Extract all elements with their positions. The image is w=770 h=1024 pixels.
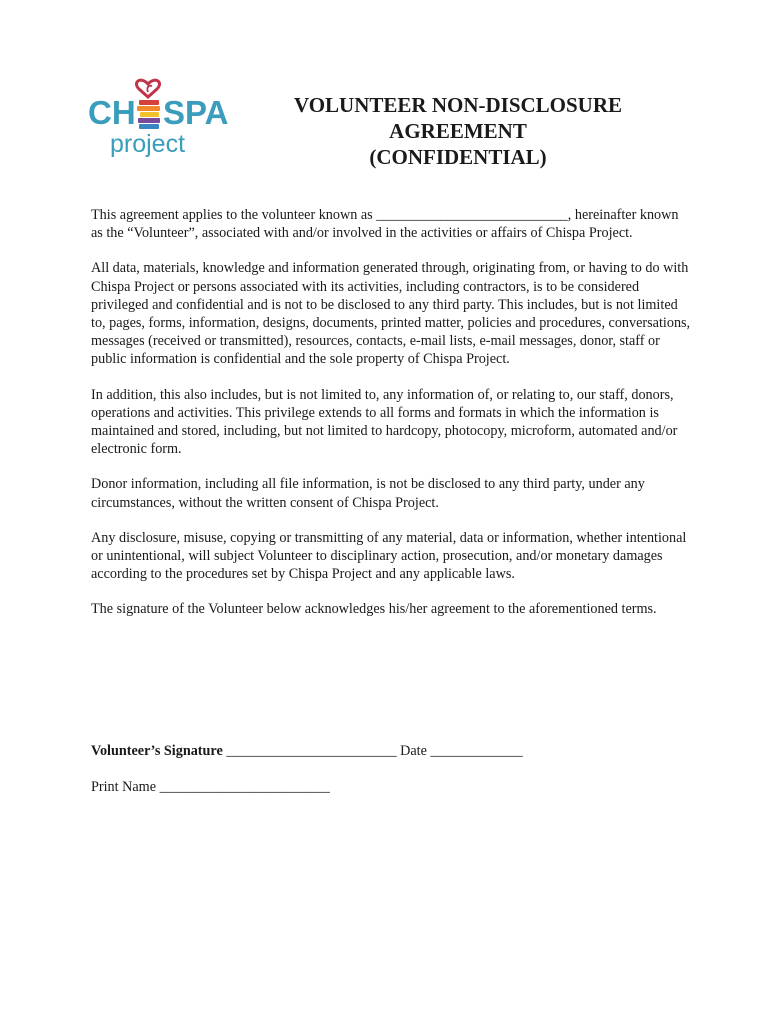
title-line-2: AGREEMENT: [389, 119, 527, 143]
signature-label: Volunteer’s Signature: [91, 743, 223, 759]
paragraph-intro: This agreement applies to the volunteer known as ___________________________, hereinafter known as the “Volunteer”, associated with and/or involved in the activities or affairs of Chispa Project.: [91, 207, 679, 242]
title-line-1: VOLUNTEER NON-DISCLOSURE: [293, 93, 623, 117]
paragraph-disclosure-penalties: Any disclosure, misuse, copying or transmitting of any material, data or information, whether intentional or unintentional, will subject Volunteer to disciplinary action, prosecution, and/or monetary damages according to the procedures set by Chispa Project and any applicable laws.: [91, 529, 687, 583]
logo-word-project: project: [110, 130, 186, 158]
paragraph-confidential-data: All data, materials, knowledge and information generated through, originating from, or having to do with Chispa Project or persons associated with its activities, including contractors, is to be considered privileged and confidential and is not to be disclosed to any third party. This includes, but is not limited to, pages, forms, information, designs, documents, printed matter, policies and procedures, conversations, messages (received or transmitted), resources, contacts, e-mail lists, e-mail messages, donor, staff or public information is confidential and the sole property of Chispa Project.: [91, 260, 691, 368]
signature-row: [91, 742, 691, 760]
print-name-field[interactable]: ________________________: [156, 779, 330, 795]
title-line-3: (CONFIDENTIAL): [369, 145, 547, 169]
chispa-logo-graphic: [86, 70, 231, 162]
date-label: Date: [400, 743, 427, 759]
signature-block: [91, 742, 691, 814]
paragraph-acknowledgement: The signature of the Volunteer below acknowledges his/her agreement to the aforementioned terms.: [91, 601, 657, 618]
print-name-row: [91, 778, 691, 796]
page-title: [230, 92, 686, 170]
print-name-label: Print Name: [91, 779, 157, 795]
date-field[interactable]: _____________: [426, 743, 523, 759]
paragraph-additional-scope: In addition, this also includes, but is not limited to, any information of, or relating to, our staff, donors, operations and activities. This privilege extends to all forms and formats in which the information is maintained and stored, including, but not limited to hardcopy, photocopy, microform, automated and/or electronic form.: [91, 386, 678, 458]
paragraph-donor-information: Donor information, including all file information, is not be disclosed to any third party, under any circumstances, without the written consent of Chispa Project.: [91, 476, 645, 511]
logo-word-ch: CH: [88, 94, 136, 131]
chispa-project-logo: [86, 70, 231, 162]
agreement-body: [91, 206, 691, 636]
signature-field[interactable]: ________________________: [222, 743, 401, 759]
logo-word-spa: SPA: [163, 94, 229, 131]
